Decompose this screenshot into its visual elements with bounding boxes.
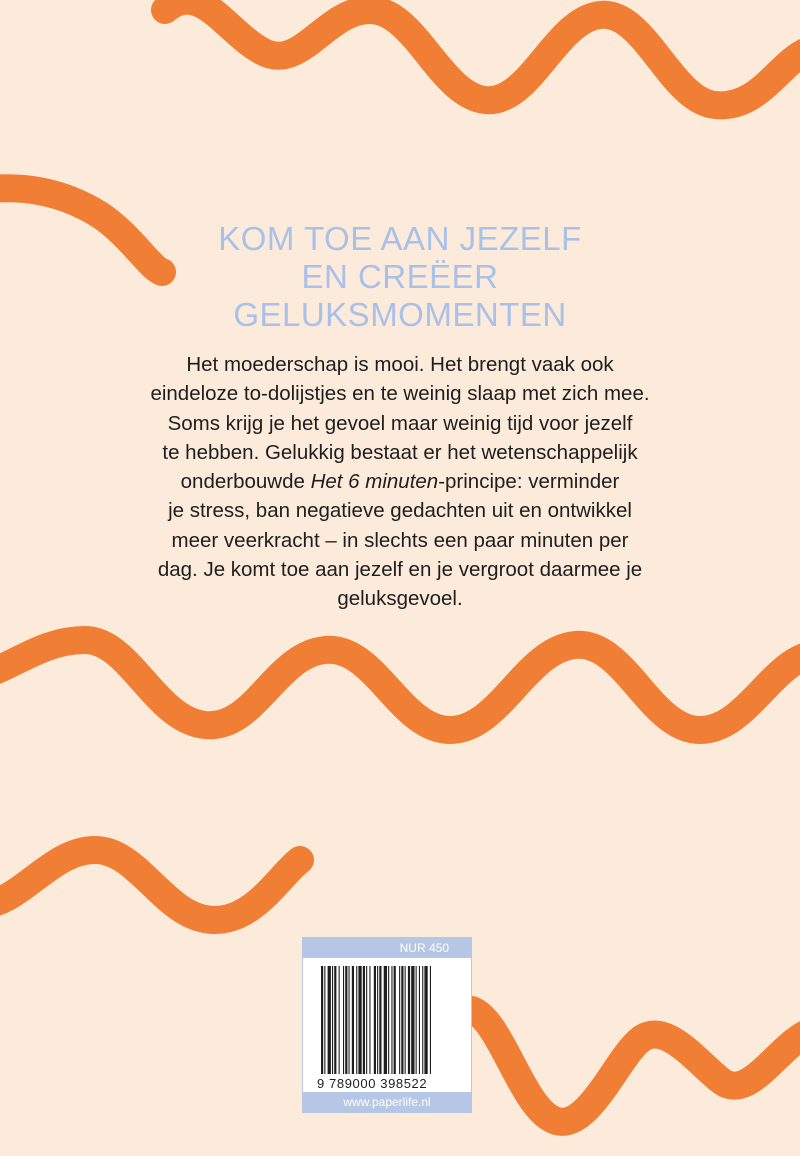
- wave-bottom-right: [472, 1010, 800, 1122]
- headline-line-3: GELUKSMOMENTEN: [233, 296, 567, 333]
- wave-bottom: [0, 850, 300, 920]
- blurb-line-9: geluksgevoel.: [337, 587, 463, 611]
- blurb-line-4: te hebben. Gelukkig bestaat er het wetenschappelijk: [162, 440, 638, 464]
- isbn-number: 9 789000 398522: [317, 1076, 428, 1091]
- barcode-label: [302, 937, 472, 1113]
- blurb-line-2: eindeloze to-dolijstjes en te weinig slaap met zich mee.: [150, 382, 650, 406]
- blurb-line-3: Soms krijg je het gevoel maar weinig tijd voor jezelf: [167, 411, 633, 435]
- nur-code: NUR 450: [303, 938, 471, 958]
- headline-line-2: EN CREËER: [301, 258, 499, 295]
- blurb-line-7: meer veerkracht – in slechts een paar minuten per: [171, 528, 629, 552]
- wave-top: [165, 1, 800, 106]
- blurb-line-8: dag. Je komt toe aan jezelf en je vergroot daarmee je: [157, 558, 643, 582]
- barcode-icon: [319, 966, 459, 1074]
- cover-headline: [120, 220, 680, 334]
- blurb-text: [100, 350, 700, 614]
- headline-line-1: KOM TOE AAN JEZELF: [218, 220, 582, 257]
- wave-middle: [0, 640, 800, 730]
- blurb-line-6: je stress, ban negatieve gedachten uit en ontwikkel: [168, 499, 632, 523]
- blurb-line-5: [100, 467, 700, 496]
- blurb-line-5-pre: onderbouwde: [180, 470, 311, 494]
- blurb-line-1: Het moederschap is mooi. Het brengt vaak ook: [186, 353, 614, 376]
- blurb-line-5-post: -principe: verminder: [438, 470, 620, 494]
- publisher-website: www.paperlife.nl: [303, 1092, 471, 1112]
- book-title-italic: Het 6 minuten: [310, 470, 439, 494]
